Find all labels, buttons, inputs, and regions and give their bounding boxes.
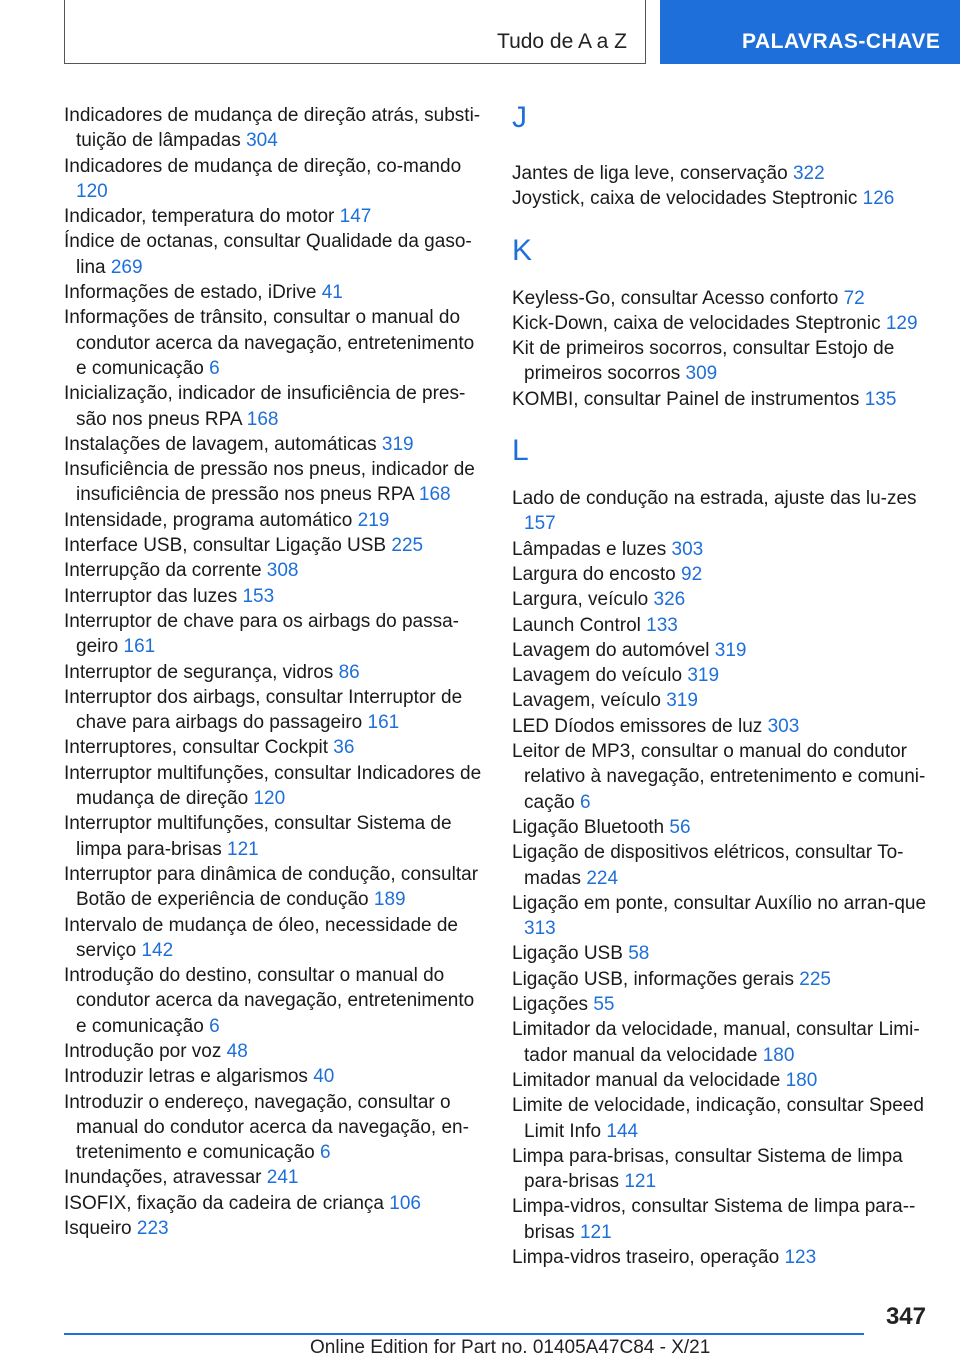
index-page-link[interactable]: 48: [226, 1040, 248, 1062]
index-entry: [64, 280, 484, 305]
index-entry: [64, 1090, 484, 1166]
index-entry: [512, 663, 932, 688]
index-entry-text: Limitador da velocidade, manual, consultar Limi‐tador manual da velocidade: [512, 1019, 920, 1066]
index-page-link[interactable]: 126: [862, 188, 895, 210]
index-entry: [512, 311, 932, 336]
index-entry-text: Indicador, temperatura do motor: [64, 206, 340, 228]
index-entry-text: Limpa-vidros traseiro, operação: [512, 1246, 785, 1268]
index-entry: [64, 533, 484, 558]
index-entry-text: Ligação USB, informações gerais: [512, 968, 800, 990]
index-entry-text: Ligação de dispositivos elétricos, consultar To‐madas: [512, 842, 904, 889]
index-entry: [64, 609, 484, 660]
index-page-link[interactable]: 6: [579, 791, 591, 813]
index-entry: [64, 204, 484, 229]
index-entry: [64, 432, 484, 457]
index-page-link[interactable]: 223: [136, 1218, 169, 1240]
index-page-link[interactable]: 304: [246, 130, 278, 152]
index-entry: [64, 761, 484, 812]
index-entry: [512, 387, 932, 412]
index-entry-text: Ligações: [512, 994, 594, 1016]
header-title: Tudo de A a Z: [497, 30, 627, 53]
section-letter: J: [512, 101, 527, 134]
index-entry-text: Limpa para-brisas, consultar Sistema de limpa para-brisas: [512, 1145, 903, 1193]
index-entry-text: Largura, veículo: [512, 589, 654, 611]
index-page-link[interactable]: 6: [319, 1142, 331, 1164]
index-page-link[interactable]: 144: [606, 1120, 639, 1142]
index-entry-text: Introdução do destino, consultar o manual do condutor acerca da navegação, entretenimento e comunicação: [64, 965, 475, 1037]
index-page-link[interactable]: 120: [76, 180, 108, 202]
index-page-link[interactable]: 55: [593, 994, 615, 1016]
index-page-link[interactable]: 121: [624, 1171, 657, 1193]
index-entry-text: Introduzir letras e algarismos: [64, 1066, 314, 1088]
index-entry: [64, 457, 484, 508]
index-column-right: [512, 103, 932, 1270]
index-page-link[interactable]: 319: [687, 665, 720, 687]
index-entry-text: Limpa-vidros, consultar Sistema de limpa para--brisas: [512, 1196, 916, 1243]
index-entry: [512, 992, 932, 1017]
index-entry: [512, 336, 932, 387]
index-page-link[interactable]: 135: [864, 388, 897, 410]
index-page-link[interactable]: 58: [628, 943, 650, 965]
index-entry: [64, 381, 484, 432]
index-entry: [512, 613, 932, 638]
section-letter: K: [512, 233, 533, 267]
index-entry: [64, 685, 484, 736]
index-page-link[interactable]: 6: [209, 1015, 220, 1037]
index-entry: [64, 963, 484, 1039]
index-entry-text: Lâmpadas e luzes: [512, 538, 672, 560]
index-entry: [512, 815, 932, 840]
index-entry: [512, 1093, 932, 1144]
index-entry: [64, 508, 484, 533]
index-page-link[interactable]: 56: [669, 816, 691, 838]
index-entry: [512, 840, 932, 891]
index-entry-text: Ligação Bluetooth: [512, 816, 670, 838]
index-entry-text: Introdução por voz: [64, 1040, 227, 1062]
index-entry: [512, 638, 932, 663]
index-entry-text: Kit de primeiros socorros, consultar Estojo de primeiros socorros: [512, 338, 895, 385]
index-page-link[interactable]: 225: [799, 968, 831, 990]
index-entry-text: ISOFIX, fixação da cadeira de criança: [64, 1192, 390, 1214]
index-entry-text: Índice de octanas, consultar Qualidade da gaso‐lina: [64, 231, 472, 278]
index-entry: [512, 941, 932, 966]
index-page-link[interactable]: 225: [391, 535, 424, 557]
header-tab-keywords[interactable]: [660, 0, 960, 64]
index-entry: [512, 1194, 932, 1245]
section-letter: L: [512, 434, 529, 468]
index-page-link[interactable]: 241: [266, 1167, 299, 1189]
index-entry-text: Indicadores de mudança de direção atrás, substi‐tuição de lâmpadas: [64, 105, 481, 152]
index-entry-text: Introduzir o endereço, navegação, consultar o manual do condutor acerca da navegação, en‐tretenimento e comunicação: [64, 1091, 469, 1164]
index-page-link[interactable]: 106: [389, 1192, 421, 1214]
index-page-link[interactable]: 147: [339, 206, 372, 228]
index-page-link[interactable]: 6: [209, 357, 220, 379]
index-entry: [512, 739, 932, 815]
index-entry-text: Interruptor multifunções, consultar Sistema de limpa para-brisas: [64, 813, 452, 860]
index-entry-text: Interruptor de segurança, vidros: [64, 661, 339, 683]
index-page-link[interactable]: 319: [666, 690, 698, 712]
index-entry-text: Ligação em ponte, consultar Auxílio no arran‐que: [512, 892, 927, 914]
index-page-link[interactable]: 86: [338, 661, 360, 683]
page-number: 347: [885, 1303, 926, 1330]
index-page-link[interactable]: 120: [253, 788, 286, 810]
index-page-link[interactable]: 189: [373, 889, 406, 911]
index-entry: [512, 688, 932, 713]
index-page-link[interactable]: 322: [792, 163, 825, 184]
index-page-link[interactable]: 308: [266, 560, 299, 582]
index-page-link[interactable]: 269: [110, 256, 143, 278]
header-tab-label: PALAVRAS-CHAVE: [742, 30, 941, 53]
index-page-link[interactable]: 313: [524, 918, 556, 940]
index-page-link[interactable]: 40: [313, 1066, 335, 1088]
index-entry-text: Kick-Down, caixa de velocidades Steptronic: [512, 312, 886, 334]
index-entry: [512, 537, 932, 562]
index-entry-text: Informações de trânsito, consultar o manual do condutor acerca da navegação, entretenimento e comunicação: [64, 307, 475, 379]
index-entry: [512, 587, 932, 612]
index-entry-text: Inundações, atravessar: [64, 1167, 267, 1189]
index-entry: [64, 913, 484, 964]
index-entry: [64, 154, 484, 205]
index-entry-text: Lado de condução na estrada, ajuste das lu‐zes: [512, 488, 917, 510]
index-entry-text: Interruptor de chave para os airbags do passa‐geiro: [64, 610, 460, 658]
index-entry-text: Indicadores de mudança de direção, co‐mando: [64, 155, 462, 177]
footer-edition: Online Edition for Part no. 01405A47C84 - X/21: [310, 1337, 711, 1358]
index-entry-text: Limite de velocidade, indicação, consultar Speed Limit Info: [512, 1095, 924, 1142]
index-entry-text: Jantes de liga leve, conservação: [512, 163, 793, 184]
index-entry: [512, 1144, 932, 1195]
index-page-link[interactable]: 121: [227, 838, 259, 860]
index-entry-text: Interrupção da corrente: [64, 560, 267, 582]
index-entry-text: Interruptor das luzes: [64, 585, 243, 607]
index-entry: [64, 305, 484, 381]
index-page-link[interactable]: 303: [671, 538, 704, 560]
index-page-link[interactable]: 168: [246, 408, 279, 430]
index-entry-text: Interface USB, consultar Ligação USB: [64, 535, 392, 557]
index-entry-text: Launch Control: [512, 614, 647, 636]
index-entry-text: Lavagem do veículo: [512, 665, 688, 687]
index-page-link[interactable]: 142: [141, 939, 174, 961]
index-entry-text: Lavagem, veículo: [512, 690, 667, 712]
section-gap: [512, 212, 932, 236]
index-entry-text: Intensidade, programa automático: [64, 509, 358, 531]
index-entry-text: Keyless-Go, consultar Acesso conforto: [512, 287, 844, 309]
section-gap: [512, 412, 932, 436]
index-page-link[interactable]: 41: [321, 282, 343, 304]
index-page-link[interactable]: 153: [242, 585, 275, 607]
index-entry-text: Insuficiência de pressão nos pneus, indicador de insuficiência de pressão nos pneus RPA: [64, 459, 475, 506]
index-entry-text: LED Díodos emissores de luz: [512, 715, 768, 737]
index-entry-text: Ligação USB: [512, 943, 629, 965]
index-entry: [64, 1064, 484, 1089]
index-entry-text: Interruptor multifunções, consultar Indicadores de mudança de direção: [64, 762, 482, 810]
index-entry: [512, 967, 932, 992]
index-page-link[interactable]: 157: [524, 513, 556, 535]
index-page-link[interactable]: 36: [333, 737, 355, 759]
index-page-link[interactable]: 319: [714, 639, 747, 661]
index-entry-text: Lavagem do automóvel: [512, 639, 715, 661]
index-entry: [64, 229, 484, 280]
index-entry-text: Leitor de MP3, consultar o manual do condutor relativo à navegação, entretenimento e comuni‐cação: [512, 741, 926, 813]
index-page-link[interactable]: 224: [586, 867, 619, 889]
index-entry-text: Interruptor dos airbags, consultar Interruptor de chave para airbags do passageiro: [64, 686, 463, 734]
index-entry-text: Interruptores, consultar Cockpit: [64, 737, 334, 759]
index-entry: [64, 1216, 484, 1241]
index-page-link[interactable]: 168: [418, 484, 451, 506]
index-entry: [512, 186, 932, 211]
index-page-link[interactable]: 180: [762, 1044, 795, 1066]
index-page-link[interactable]: 161: [367, 712, 400, 734]
index-page-link[interactable]: 121: [579, 1221, 612, 1243]
index-entry-text: Limitador manual da velocidade: [512, 1069, 786, 1091]
index-entry-text: Intervalo de mudança de óleo, necessidade de serviço: [64, 914, 458, 961]
footer-divider: [64, 1333, 864, 1335]
index-entry: [512, 562, 932, 587]
index-entry: [64, 1039, 484, 1064]
index-entry: [64, 1165, 484, 1190]
index-entry-text: Interruptor para dinâmica de condução, consultar Botão de experiência de condução: [64, 863, 479, 911]
index-entry: [512, 286, 932, 311]
index-entry: [64, 1191, 484, 1216]
index-page-link[interactable]: 219: [357, 509, 390, 531]
index-page-link[interactable]: 303: [767, 715, 800, 737]
index-entry-text: Informações de estado, iDrive: [64, 282, 322, 304]
index-column-left: [64, 103, 484, 1241]
index-entry: [512, 714, 932, 739]
index-entry: [64, 558, 484, 583]
index-entry: [512, 161, 932, 186]
index-entry: [64, 735, 484, 760]
index-entry: [512, 1245, 932, 1270]
index-entry-text: Isqueiro: [64, 1218, 137, 1240]
index-page-link[interactable]: 326: [653, 589, 686, 611]
index-entry-text: Instalações de lavagem, automáticas: [64, 433, 382, 455]
index-page-link[interactable]: 309: [685, 363, 718, 385]
index-entry: [512, 1017, 932, 1068]
index-page-link[interactable]: 180: [785, 1069, 818, 1091]
index-page-link[interactable]: 319: [381, 433, 414, 455]
index-page-link[interactable]: 123: [784, 1246, 817, 1268]
index-page-link[interactable]: 133: [646, 614, 678, 636]
index-entry-text: KOMBI, consultar Painel de instrumentos: [512, 388, 865, 410]
index-entry: [512, 891, 932, 942]
index-entry: [64, 103, 484, 154]
index-entry: [64, 584, 484, 609]
index-entry: [64, 862, 484, 913]
index-entry: [64, 660, 484, 685]
index-page-link[interactable]: 92: [681, 563, 703, 585]
index-page-link[interactable]: 129: [885, 312, 918, 334]
index-entry-text: Inicialização, indicador de insuficiência de pres‐são nos pneus RPA: [64, 383, 466, 430]
index-entry-text: Largura do encosto: [512, 563, 682, 585]
index-entry: [64, 811, 484, 862]
index-page-link[interactable]: 72: [843, 287, 865, 309]
index-entry: [512, 1068, 932, 1093]
header-box: [64, 0, 646, 64]
index-entry: [512, 486, 932, 537]
index-page-link[interactable]: 161: [123, 636, 156, 658]
index-entry-text: Joystick, caixa de velocidades Steptronic: [512, 188, 863, 210]
